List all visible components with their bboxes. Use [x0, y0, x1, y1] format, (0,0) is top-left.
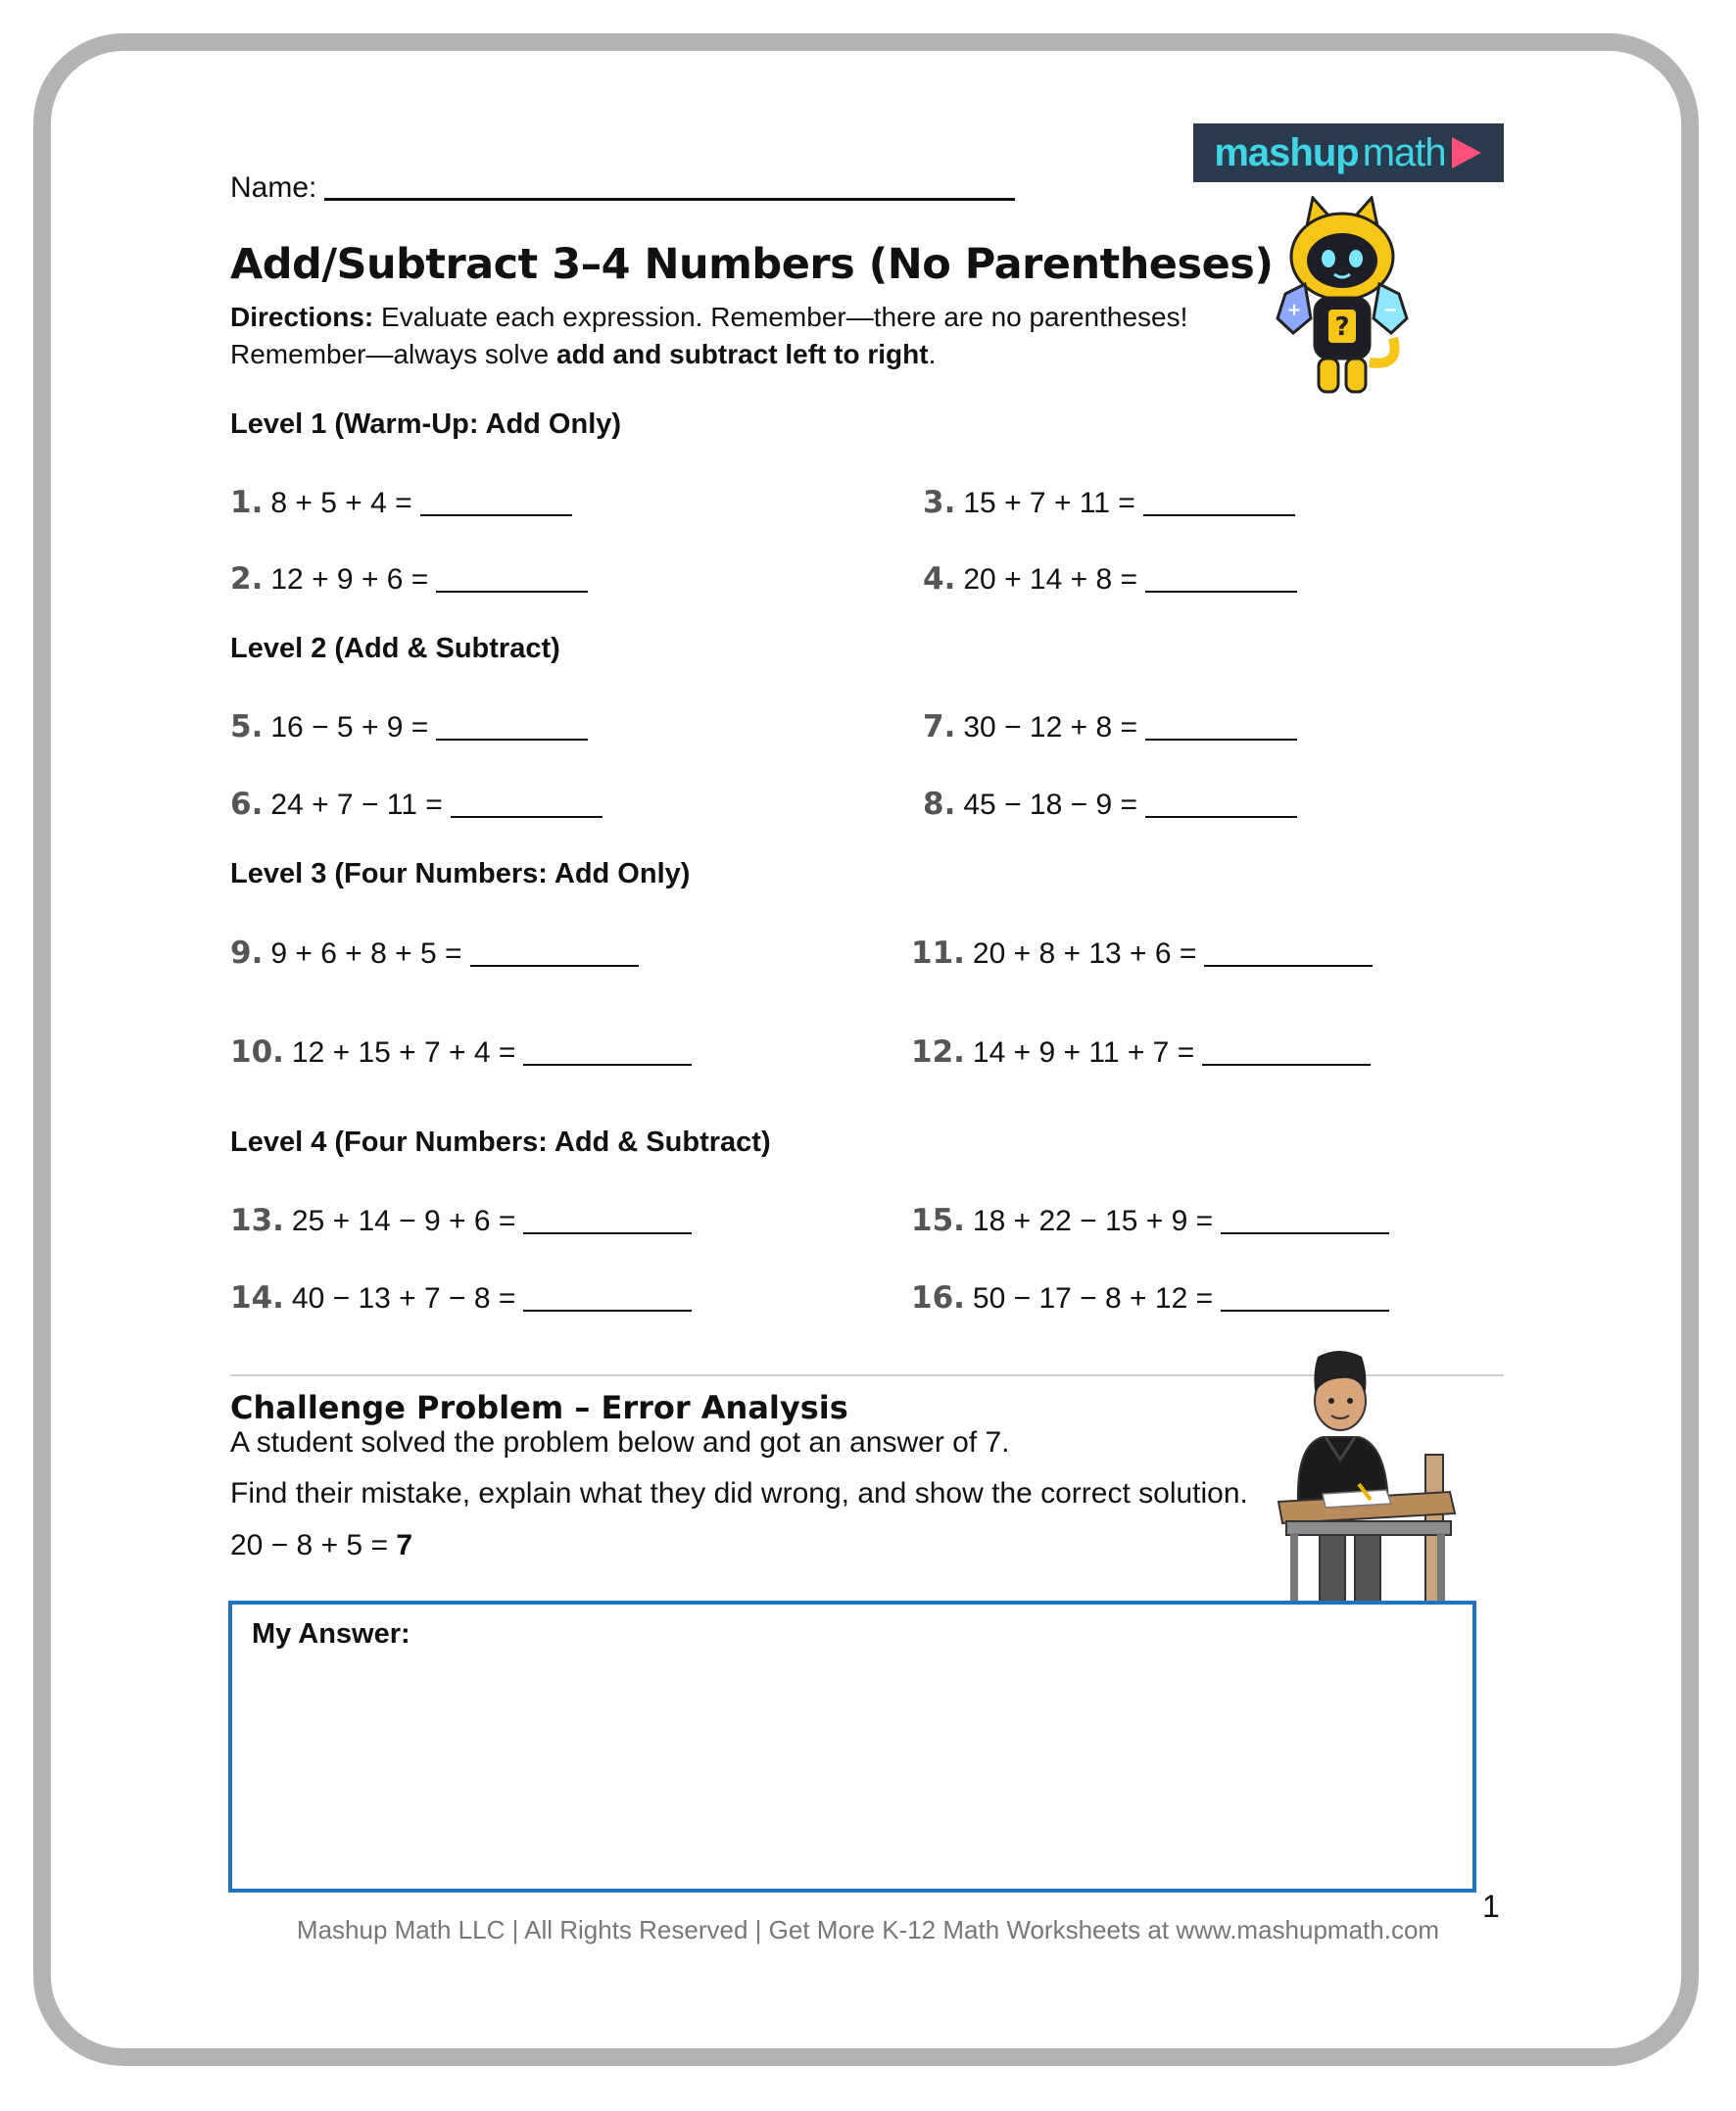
problem-12 — [911, 1034, 1371, 1070]
brand-part1: mashup — [1214, 130, 1359, 174]
problem-number: 16. — [911, 1280, 965, 1316]
problem-expression: 18 + 22 − 15 + 9 = — [972, 1205, 1214, 1237]
challenge-line2: Find their mistake, explain what they did wrong, and show the correct solution. — [230, 1477, 1248, 1510]
answer-blank[interactable] — [1202, 1064, 1371, 1066]
problem-5 — [230, 709, 588, 744]
problem-expression: 30 − 12 + 8 = — [963, 711, 1138, 744]
brand-logo — [1193, 123, 1504, 182]
problem-13 — [230, 1203, 692, 1238]
problem-number: 1. — [230, 485, 264, 520]
problem-expression: 45 − 18 − 9 = — [963, 789, 1138, 821]
problem-number: 2. — [230, 561, 264, 597]
problem-6 — [230, 787, 603, 822]
problem-expression: 20 + 14 + 8 = — [963, 563, 1138, 596]
answer-blank[interactable] — [1221, 1232, 1389, 1234]
problem-expression: 12 + 15 + 7 + 4 = — [291, 1036, 516, 1069]
directions-line2-bold: add and subtract left to right — [556, 339, 929, 369]
problem-2 — [230, 561, 588, 597]
problem-expression: 9 + 6 + 8 + 5 = — [270, 937, 462, 970]
problem-number: 7. — [923, 709, 956, 744]
answer-blank[interactable] — [1145, 816, 1297, 818]
svg-text:−: − — [1382, 300, 1398, 320]
answer-blank[interactable] — [436, 591, 588, 593]
problem-number: 8. — [923, 787, 956, 822]
level-3-heading: Level 3 (Four Numbers: Add Only) — [230, 858, 691, 889]
problem-expression: 40 − 13 + 7 − 8 = — [291, 1282, 516, 1315]
problem-expression: 14 + 9 + 11 + 7 = — [972, 1036, 1195, 1069]
problem-number: 13. — [230, 1203, 284, 1238]
answer-blank[interactable] — [523, 1232, 692, 1234]
problem-9 — [230, 936, 639, 971]
challenge-line1: A student solved the problem below and got an answer of 7. — [230, 1426, 1010, 1459]
page-number: 1 — [1482, 1889, 1500, 1924]
svg-text:+: + — [1286, 300, 1302, 320]
answer-blank[interactable] — [523, 1310, 692, 1312]
answer-blank[interactable] — [1221, 1310, 1389, 1312]
challenge-student-answer: 7 — [396, 1529, 412, 1561]
level-1-heading: Level 1 (Warm-Up: Add Only) — [230, 408, 622, 440]
answer-blank[interactable] — [1145, 739, 1297, 741]
challenge-expr: 20 − 8 + 5 = — [230, 1529, 397, 1561]
brand-part2: math — [1362, 130, 1446, 174]
problem-4 — [923, 561, 1297, 597]
footer: Mashup Math LLC | All Rights Reserved | Get More K-12 Math Worksheets at www.mashupmath.com — [296, 1915, 1440, 1944]
problem-number: 15. — [911, 1203, 965, 1238]
answer-blank[interactable] — [436, 739, 588, 741]
problem-11 — [911, 936, 1373, 971]
problem-expression: 8 + 5 + 4 = — [270, 487, 412, 519]
problem-16 — [911, 1280, 1389, 1316]
problem-10 — [230, 1034, 692, 1070]
svg-text:?: ? — [1334, 312, 1350, 342]
problem-15 — [911, 1203, 1389, 1238]
directions — [230, 299, 1187, 373]
problem-expression: 12 + 9 + 6 = — [270, 563, 429, 596]
problem-number: 9. — [230, 936, 264, 971]
problem-8 — [923, 787, 1297, 822]
answer-blank[interactable] — [523, 1064, 692, 1066]
problem-expression: 24 + 7 − 11 = — [270, 789, 443, 821]
directions-line2-post: . — [928, 339, 937, 369]
problem-number: 10. — [230, 1034, 284, 1070]
problem-expression: 50 − 17 − 8 + 12 = — [972, 1282, 1214, 1315]
problem-3 — [923, 485, 1295, 520]
problem-number: 5. — [230, 709, 264, 744]
problem-number: 4. — [923, 561, 956, 597]
page-title: Add/Subtract 3–4 Numbers (No Parentheses) — [230, 240, 1274, 289]
problem-expression: 16 − 5 + 9 = — [270, 711, 429, 744]
problem-number: 6. — [230, 787, 264, 822]
problem-number: 14. — [230, 1280, 284, 1316]
answer-blank[interactable] — [1143, 514, 1295, 516]
problem-expression: 20 + 8 + 13 + 6 = — [972, 937, 1197, 970]
play-icon — [1450, 135, 1483, 170]
directions-label: Directions: — [230, 302, 374, 332]
problem-number: 12. — [911, 1034, 965, 1070]
level-4-heading: Level 4 (Four Numbers: Add & Subtract) — [230, 1127, 771, 1158]
problem-expression: 25 + 14 − 9 + 6 = — [291, 1205, 516, 1237]
challenge-expression — [230, 1529, 412, 1562]
challenge-title: Challenge Problem – Error Analysis — [230, 1389, 848, 1426]
problem-1 — [230, 485, 572, 520]
answer-box[interactable] — [228, 1601, 1476, 1893]
name-line[interactable] — [324, 198, 1015, 201]
directions-line1: Evaluate each expression. Remember—there are no parentheses! — [373, 302, 1188, 332]
answer-blank[interactable] — [420, 514, 572, 516]
answer-blank[interactable] — [1145, 591, 1297, 593]
answer-box-label: My Answer: — [252, 1618, 410, 1650]
name-label: Name: — [230, 171, 317, 204]
answer-blank[interactable] — [470, 965, 639, 967]
answer-blank[interactable] — [1204, 965, 1373, 967]
student-at-desk-icon — [1269, 1347, 1465, 1602]
problem-number: 11. — [911, 936, 965, 971]
directions-line2-pre: Remember—always solve — [230, 339, 556, 369]
problem-14 — [230, 1280, 692, 1316]
problem-expression: 15 + 7 + 11 = — [963, 487, 1135, 519]
level-2-heading: Level 2 (Add & Subtract) — [230, 633, 560, 664]
name-field — [230, 171, 1015, 205]
answer-blank[interactable] — [451, 816, 603, 818]
problem-number: 3. — [923, 485, 956, 520]
problem-7 — [923, 709, 1297, 744]
robot-cat-mascot-icon — [1264, 196, 1421, 407]
